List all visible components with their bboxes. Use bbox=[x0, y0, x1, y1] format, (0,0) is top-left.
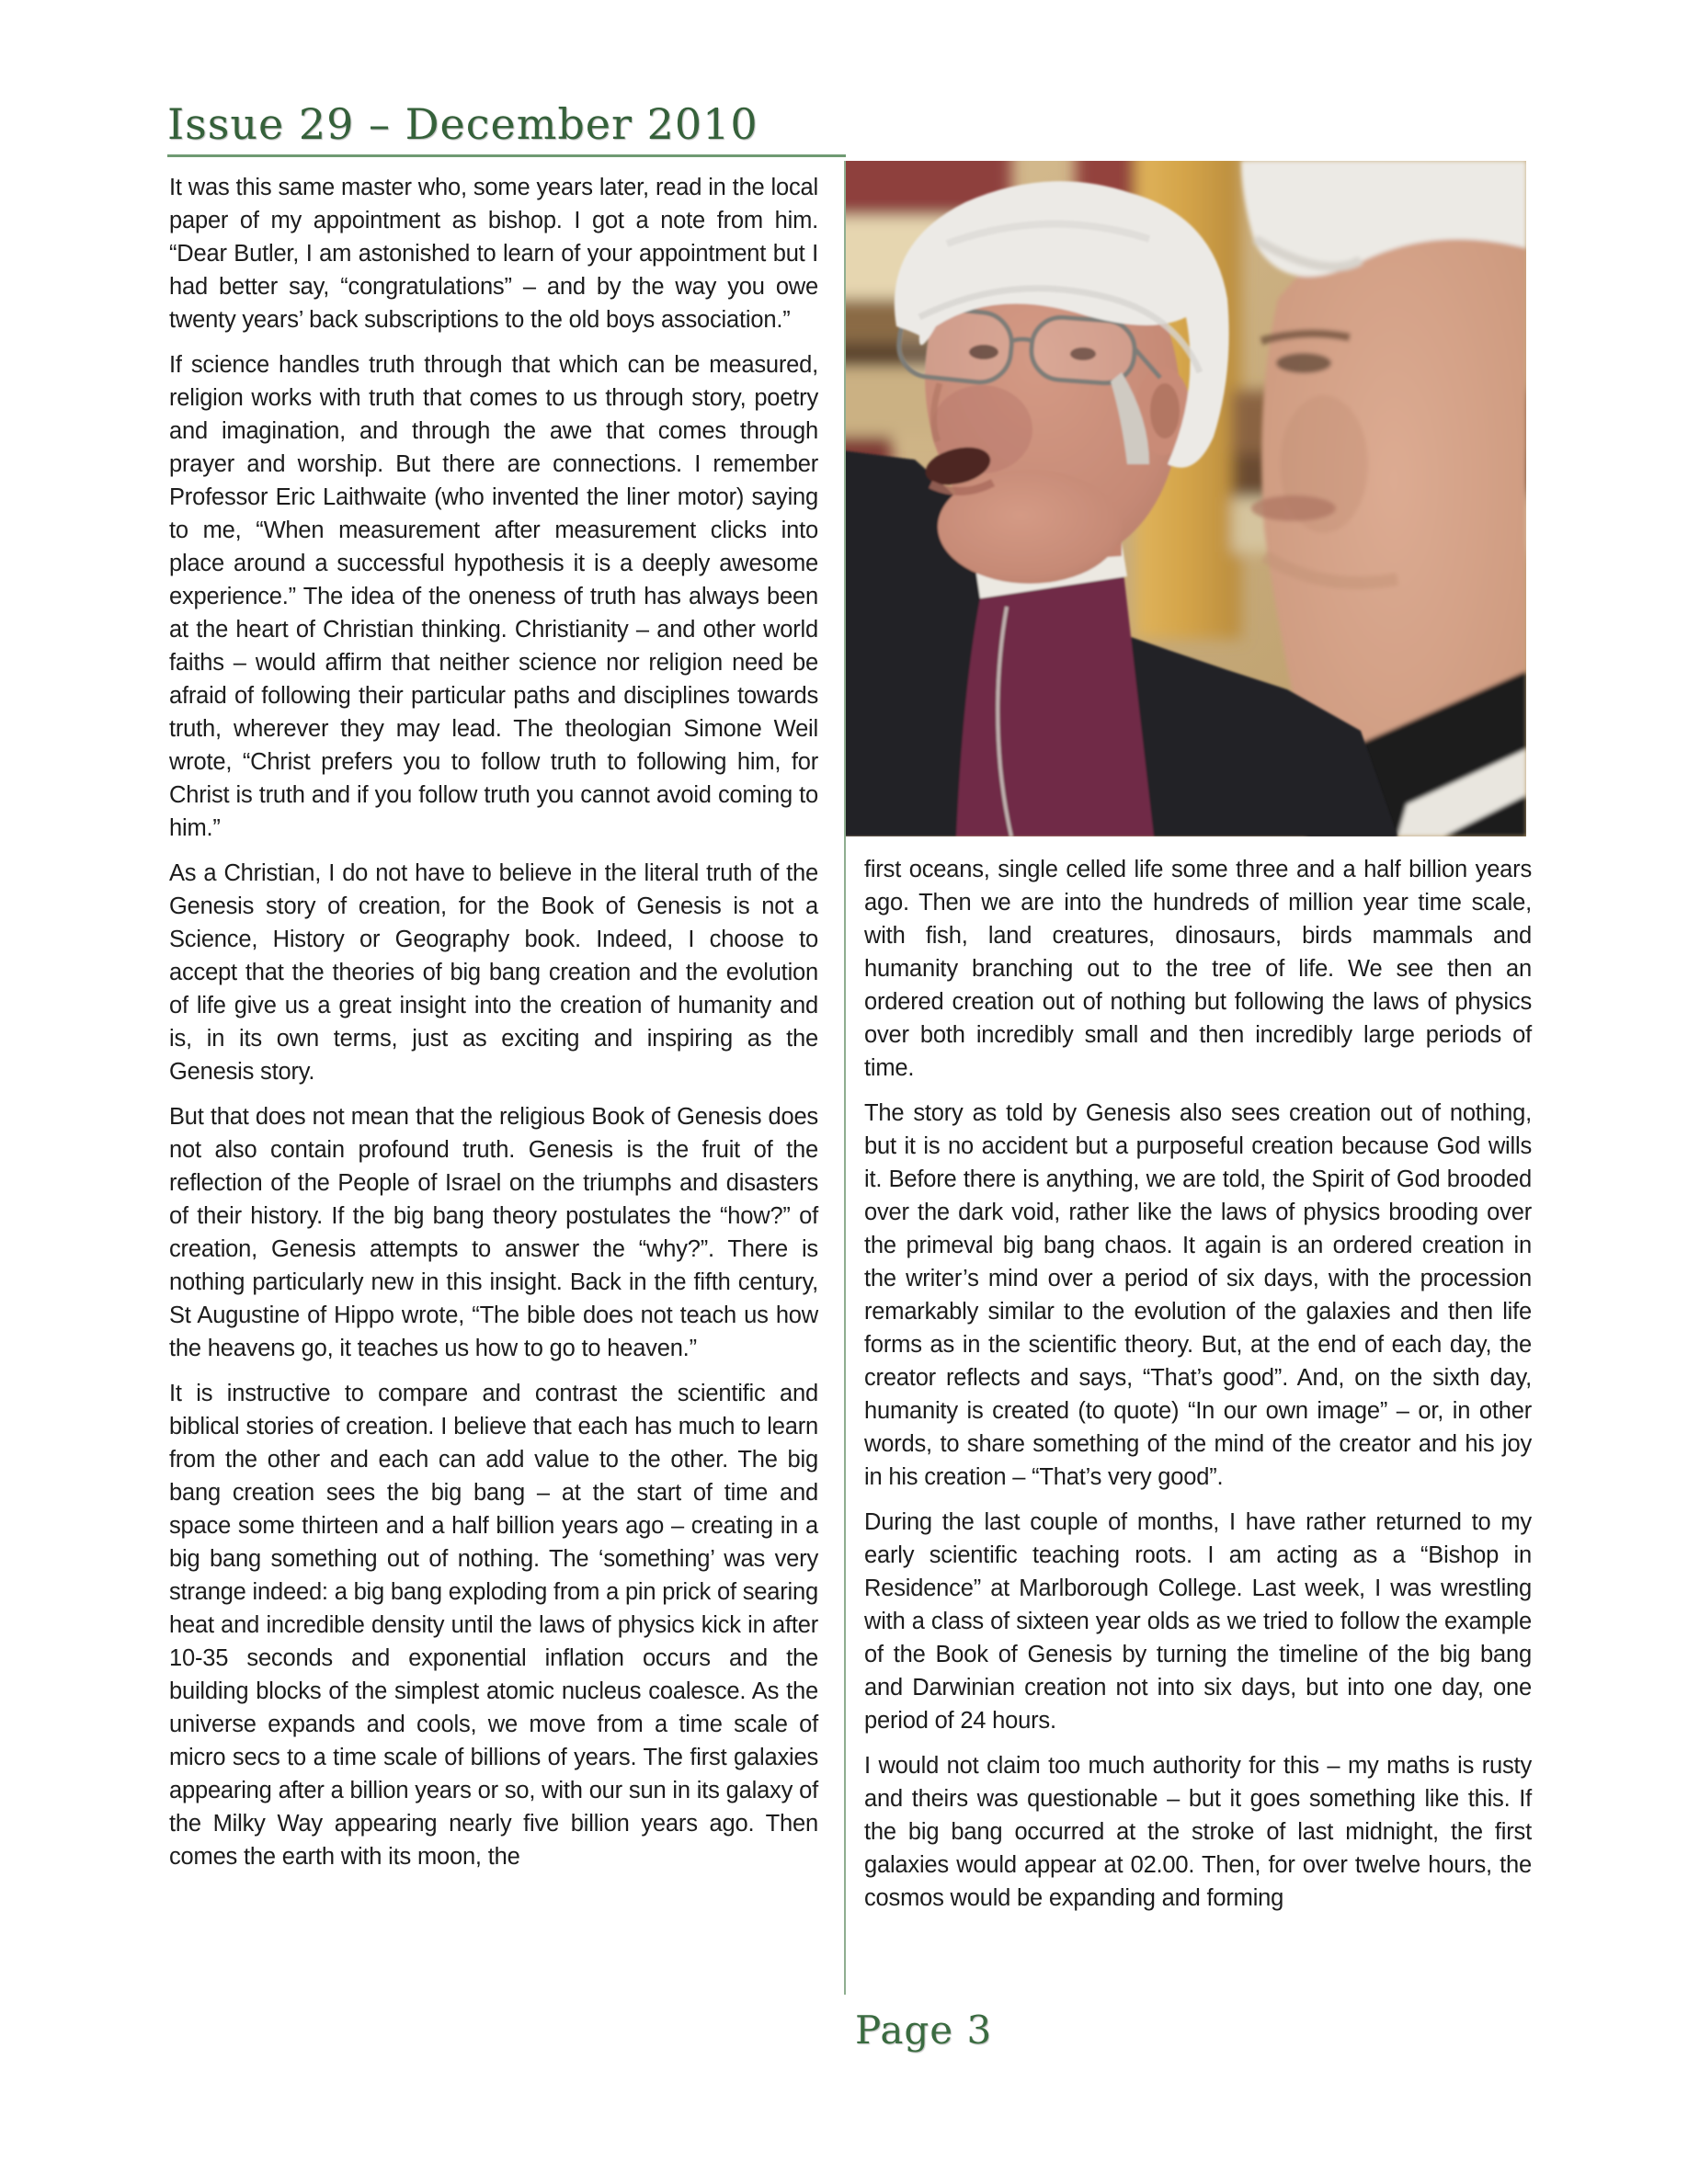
right-column bbox=[864, 853, 1532, 1927]
bishops-photo bbox=[846, 161, 1526, 836]
paragraph: It is instructive to compare and contrast the scientific and biblical stories of creation. I believe that each has much to learn from the other and each can add value to the other. The big bang creation sees the big bang – at the start of time and space some thirteen and a half billion years ago – creating in a big bang something out of nothing. The ‘something’ was very strange indeed: a big bang exploding from a pin prick of searing heat and incredible density until the laws of physics kick in after 10-35 seconds and exponential inflation occurs and the building blocks of the simplest atomic nucleus coalesce. As the universe expands and cools, we move from a time scale of micro secs to a time scale of billions of years. The first galaxies appearing after a billion years or so, with our sun in its galaxy of the Milky Way appearing nearly five billion years ago. Then comes the earth with its moon, the bbox=[169, 1381, 818, 1870]
paragraph: first oceans, single celled life some three and a half billion years ago. Then we are into the hundreds of million year time scale, with fish, land creatures, dinosaurs, birds mammals and humanity branching out to the tree of life. We see then an ordered creation out of nothing but following the laws of physics over both incredibly small and then incredibly large periods of time. bbox=[864, 857, 1532, 1081]
paragraph: During the last couple of months, I have rather returned to my early scientific teaching roots. I am acting as a “Bishop in Residence” at Marlborough College. Last week, I was wrestling with a class of sixteen year olds as we tried to follow the example of the Book of Genesis by turning the timeline of the big bang and Darwinian creation not into six days, but into one day, one period of 24 hours. bbox=[864, 1509, 1532, 1734]
issue-title: Issue 29 – December 2010 bbox=[167, 99, 758, 149]
paragraph: It was this same master who, some years later, read in the local paper of my appointment as bishop. I got a note from him. “Dear Butler, I am astonished to learn of your appointment but I had better say, “congratulations” – and by the way you owe twenty years’ back subscriptions to the old boys association.” bbox=[169, 175, 818, 333]
page-number: Page 3 bbox=[855, 2008, 993, 2053]
header-rule bbox=[167, 154, 846, 157]
left-column bbox=[169, 171, 818, 1885]
paragraph: I would not claim too much authority for this – my maths is rusty and theirs was questionable – but it goes something like this. If the big bang occurred at the stroke of last midnight, the first galaxies would appear at 02.00. Then, for over twelve hours, the cosmos would be expanding and forming bbox=[864, 1753, 1532, 1911]
paragraph: If science handles truth through that which can be measured, religion works with truth that comes to us through story, poetry and imagination, and through the awe that comes through prayer and worship. But there are connections. I remember Professor Eric Laithwaite (who invented the liner motor) saying to me, “When measurement after measurement clicks into place around a successful hypothesis it is a deeply awesome experience.” The idea of the oneness of truth has always been at the heart of Christian thinking. Christianity – and other world faiths – would affirm that neither science nor religion need be afraid of following their particular paths and disciplines towards truth, wherever they may lead. The theologian Simone Weil wrote, “Christ prefers you to follow truth to following him, for Christ is truth and if you follow truth you cannot avoid coming to him.” bbox=[169, 352, 818, 841]
paragraph: But that does not mean that the religious Book of Genesis does not also contain profound truth. Genesis is the fruit of the reflection of the People of Israel on the triumphs and disasters of their history. If the big bang theory postulates the “how?” of creation, Genesis attempts to answer the “why?”. There is nothing particularly new in this insight. Back in the fifth century, St Augustine of Hippo wrote, “The bible does not teach us how the heavens go, it teaches us how to go to heaven.” bbox=[169, 1104, 818, 1361]
paragraph: The story as told by Genesis also sees creation out of nothing, but it is no accident but a purposeful creation because God wills it. Before there is anything, we are told, the Spirit of God brooded over the dark void, rather like the laws of physics brooding over the primeval big bang chaos. It again is an ordered creation in the writer’s mind over a period of six days, with the procession remarkably similar to the evolution of the galaxies and then life forms as in the scientific theory. But, at the end of each day, the creator reflects and says, “That’s good”. And, on the sixth day, humanity is created (to quote) “In our own image” – or, in other words, to share something of the mind of the creator and his joy in his creation – “That’s very good”. bbox=[864, 1100, 1532, 1490]
bishops-photo-illustration bbox=[846, 161, 1526, 836]
paragraph: As a Christian, I do not have to believe in the literal truth of the Genesis story of creation, for the Book of Genesis is not a Science, History or Geography book. Indeed, I choose to accept that the theories of big bang creation and the evolution of life give us a great insight into the creation of humanity and is, in its own terms, just as exciting and inspiring as the Genesis story. bbox=[169, 860, 818, 1085]
